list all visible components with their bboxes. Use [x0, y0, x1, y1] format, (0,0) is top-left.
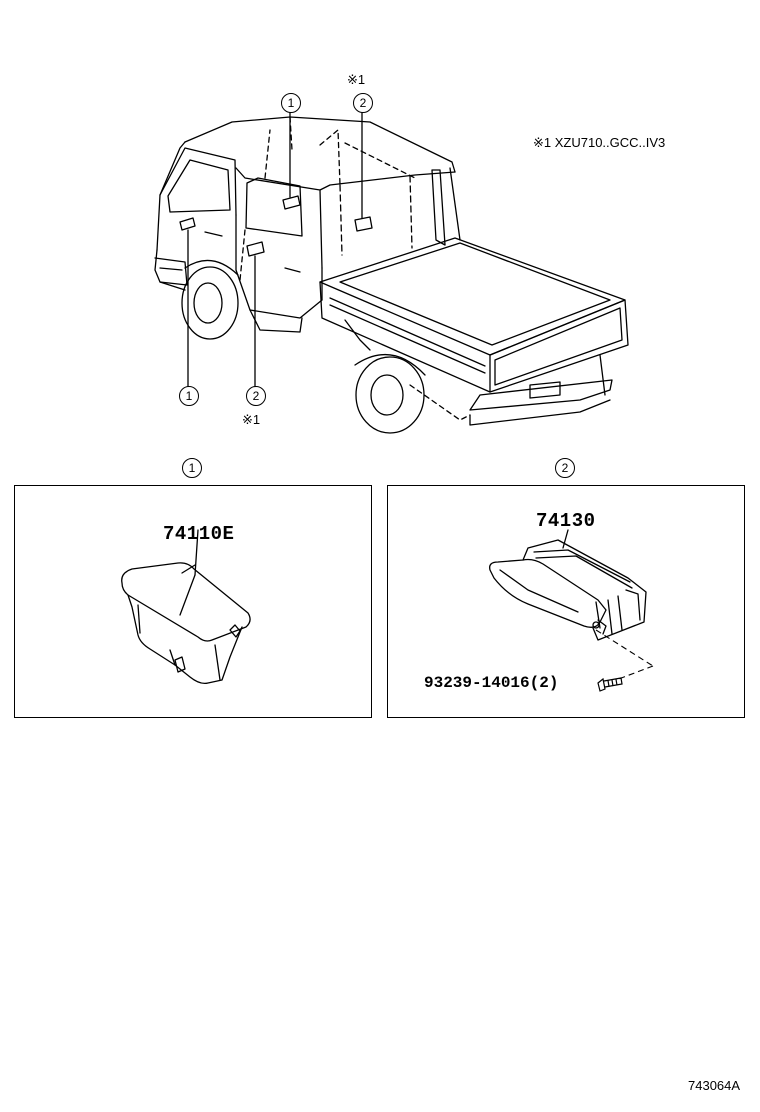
callout-2-bottom: 2 [246, 386, 266, 406]
assist-grip-handle-drawing [110, 545, 310, 705]
panel-1-header-callout: 1 [182, 458, 202, 478]
screw-icon [595, 674, 625, 694]
truck-illustration [0, 0, 760, 450]
door-pocket-drawing [488, 530, 688, 680]
note-mark-bottom: ※1 [242, 412, 261, 427]
legend-note: ※1 XZU710..GCC..IV3 [533, 135, 666, 150]
part-number-74130: 74130 [536, 510, 596, 532]
callout-1-bottom: 1 [179, 386, 199, 406]
panel-2-header-callout: 2 [555, 458, 575, 478]
callout-1-top: 1 [281, 93, 301, 113]
part-number-74110E: 74110E [163, 523, 235, 545]
callout-2-top: 2 [353, 93, 373, 113]
note-mark-top: ※1 [347, 72, 366, 87]
screw-part-number: 93239-14016(2) [424, 674, 559, 692]
figure-id: 743064A [688, 1078, 741, 1093]
